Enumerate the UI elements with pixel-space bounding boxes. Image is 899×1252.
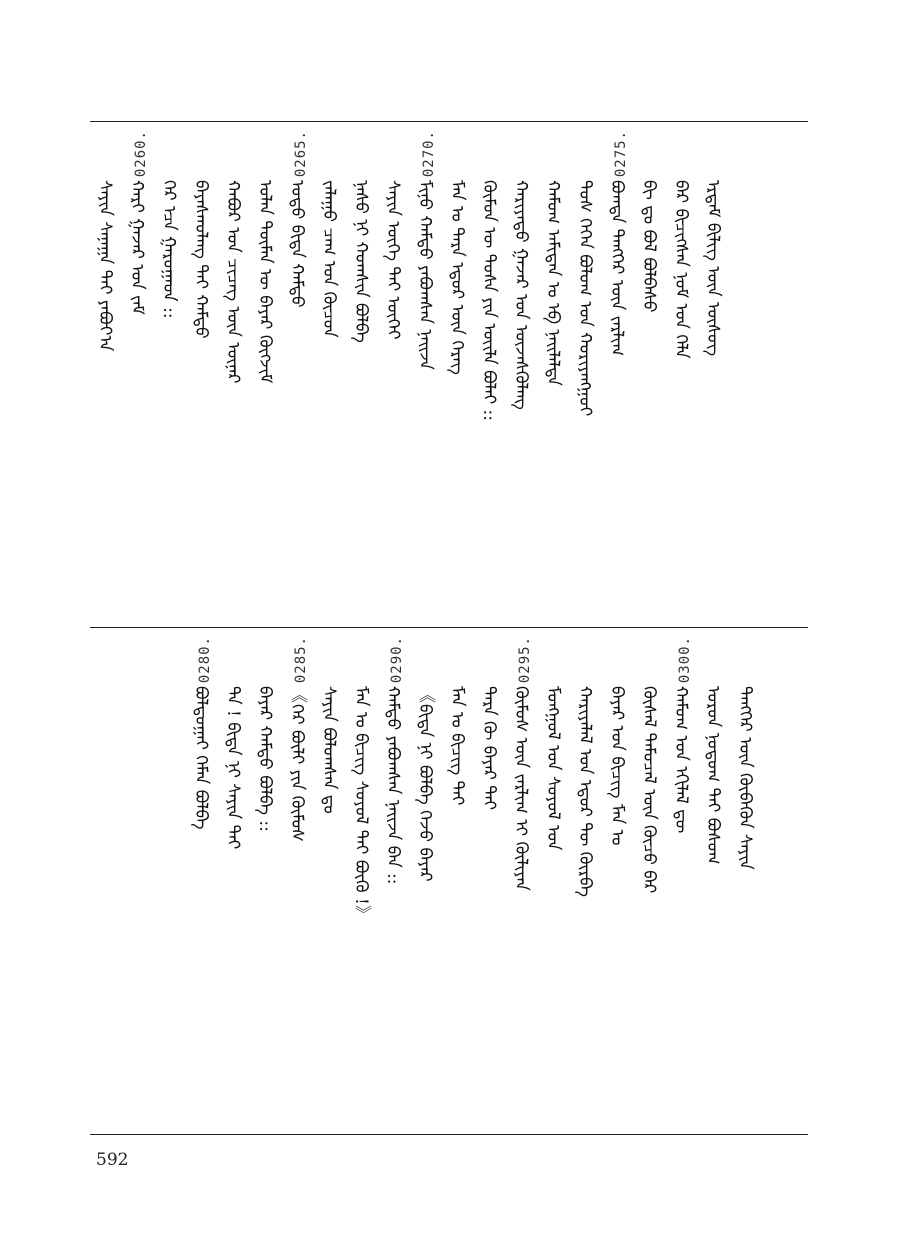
text-line: ᠰᠠᠶᠢᠨ ᠰᠠᠨᠠᠭᠠ ᠲᠠᠢ ᠶᠠᠪᠤᠶ᠎ᠠ xyxy=(95,180,115,352)
text-line: ᠬᠠᠪᠤᠷ ᠤᠨ ᠴᠢᠴᠡᠭ ᠦᠨ ᠦᠨᠡᠷ xyxy=(223,180,243,384)
text-line: ᠰᠠᠶᠢᠨ ᠦᠬᠡ ᠲᠠᠢ ᠦᠭᠡᠢ xyxy=(383,180,403,340)
line-number-marker: 0265. xyxy=(293,130,309,178)
line-number-marker: 0275. xyxy=(613,130,629,178)
text-line: ᠣᠯᠠᠨ ᠲᠦᠮᠡᠨ ᠦ ᠪᠠᠶᠠᠷ ᠬᠥᠭᠵᠢᠮ xyxy=(255,180,275,384)
top-rule xyxy=(90,121,808,122)
text-line: ᠬᠠᠷᠢᠶᠠᠲᠤ ᠭᠠᠵᠠᠷ ᠤᠨ ᠦᠵᠡᠰᠭᠦᠯᠡᠩ xyxy=(511,180,531,410)
line-number-marker: 0280. xyxy=(197,636,213,684)
text-line: ᠮᠠᠨ ᠤ ᠲᠡᠷᠡ ᠡᠳᠦᠷ ᠦᠨ ᠬᠡᠷᠡᠭ xyxy=(447,180,467,375)
text-line: ᠮᠠᠨ ᠤ ᠪᠢᠴᠢᠭ ᠲᠡᠢ xyxy=(447,686,467,806)
text-line: ᠮᠢᠨᠤ ᠬᠠᠮᠲᠤ ᠶᠠᠪᠤᠭᠰᠠᠨ ᠨᠠᠢᠵᠠ xyxy=(415,180,435,370)
text-line: ᠪᠠᠶᠠᠷ ᠬᠠᠮᠲᠤ ᠪᠣᠯᠪᠠ :: xyxy=(255,686,275,832)
text-line: ᠬᠦᠰᠡᠯ ᠲᠡᠮᠦᠴᠡᠯ ᠦᠨ ᠬᠦᠴᠦ ᠪᠡᠷ xyxy=(639,686,659,894)
text-line: ᠭᠡᠷ ᠡᠴᠡ ᠭᠠᠷᠤᠭᠠᠳ :: xyxy=(159,180,179,319)
middle-rule xyxy=(90,627,808,628)
text-line: ᠬᠠᠮᠤᠭ ᠤᠨ ᠡᠬᠢᠯᠡᠯ ᠳᠦ xyxy=(671,686,691,834)
text-line: ᠪᠠᠶᠠᠰᠬᠤᠯᠠᠩ ᠲᠠᠢ ᠬᠠᠮᠲᠤ xyxy=(191,180,211,339)
text-line: ᠮᠠᠨ ᠤ ᠪᠢᠴᠢᠭ ᠰᠣᠶᠣᠯ ᠲᠡᠢ ᠪᠦᠬᠦ !》 xyxy=(351,686,371,923)
text-line: ᠪᠣᠯᠲᠤᠭᠠᠢ ᠬᠡᠮᠡᠨ ᠪᠣᠯᠪᠠ xyxy=(191,686,211,830)
text-line: 《ᠭᠡᠷ ᠪᠦᠯᠢ ᠶᠢᠨ ᠬᠦᠮᠦᠰ xyxy=(287,686,307,842)
text-line: ᠪᠠᠶᠠᠷ ᠤᠨ ᠪᠢᠴᠢᠭ ᠮᠠᠨ ᠤ xyxy=(607,686,627,846)
text-line: ᠮᠣᠩᠭᠣᠯ ᠤᠨ ᠰᠣᠶᠣᠯ ᠤᠨ xyxy=(543,686,563,851)
lower-text-block xyxy=(90,636,808,1126)
page-number: 592 xyxy=(96,1150,129,1170)
text-line: ᠲᠡᠩᠭᠡᠷ ᠦᠨ ᠬᠥᠪᠡᠭᠦᠨ ᠰᠠᠶᠢᠨ xyxy=(735,686,755,870)
text-line: ᠪᠣᠭᠳᠠ ᠲᠡᠩᠭᠡᠷ ᠦᠨ ᠵᠠᠷᠯᠢᠭ xyxy=(607,180,627,356)
text-line: ᠲᠡ ! ᠪᠢᠳᠡ ᠨᠢ ᠰᠠᠶᠢᠨ ᠲᠡᠢ xyxy=(223,686,243,850)
text-line: ᠬᠠᠮᠤᠭ ᠠᠮᠢᠲᠠᠨ ᠤ ᠡᠪ ᠨᠡᠢᠯᠡᠯᠲᠡ xyxy=(543,180,563,386)
line-number-marker: 0260. xyxy=(133,130,149,178)
bottom-rule xyxy=(90,1134,808,1135)
text-line: ᠣᠷᠣᠨ ᠨᠤᠲᠤᠭ ᠲᠠᠢ ᠪᠤᠰᠤᠭ xyxy=(703,686,723,865)
text-line: ᠬᠦᠮᠦᠨ ᠦ ᠲᠤᠰᠠ ᠶᠢᠨ ᠦᠢᠯᠡ ᠪᠣᠯᠠᠢ :: xyxy=(479,180,499,421)
text-line: ᠰᠠᠶᠢᠨ ᠪᠣᠯᠤᠭᠰᠠᠨ ᠳᠤ xyxy=(319,686,339,814)
text-line: 《ᠪᠢᠳᠡ ᠨᠢ ᠪᠣᠯᠪᠠ ᠭᠡᠵᠦ ᠪᠠᠶᠠᠷ xyxy=(415,686,435,882)
line-number-marker: 0290. xyxy=(389,636,405,684)
text-line: ᠬᠦᠮᠦᠰ ᠦᠨ ᠵᠠᠷᠯᠢᠭ ᠢ ᠬᠦᠯᠢᠶᠡᠨ xyxy=(511,686,531,891)
text-line: ᠡᠷᠳᠡᠮ ᠪᠢᠯᠢᠭ ᠦᠨ ᠦᠰᠦᠭ xyxy=(703,180,723,357)
upper-text-block xyxy=(90,130,808,618)
text-line: ᠲᠤᠰ ᠭᠡᠭᠡᠨ ᠪᠤᠯᠤᠭ ᠤᠨ ᠬᠤᠷᠢᠶᠠᠩᠭᠤᠢ xyxy=(575,180,595,417)
text-line: ᠪᠡᠷ ᠪᠢᠴᠢᠭᠰᠡᠨ ᠨᠣᠮ ᠤᠨ ᠬᠡᠯᠡ xyxy=(671,180,691,359)
text-line: ᠪᠢ ᠳᠤ ᠪᠣᠯ ᠪᠣᠯᠪᠠᠰᠤ xyxy=(639,180,659,313)
line-number-marker: 0295. xyxy=(517,636,533,684)
line-number-marker: 0270. xyxy=(421,130,437,178)
text-line: ᠬᠠᠷᠢᠶᠠᠯᠠᠯ ᠤᠨ ᠡᠳᠦᠷ ᠲᠦ ᠬᠦᠷᠪᠡ xyxy=(575,686,595,897)
text-line: ᠨᠠᠰᠤ ᠨᠢ ᠬᠣᠭᠰᠢᠨ ᠪᠣᠯᠪᠠ xyxy=(351,180,371,343)
text-line: ᠣᠳᠣ ᠪᠢᠳᠡ ᠬᠠᠮᠲᠤ xyxy=(287,180,307,308)
line-number-marker: 0300. xyxy=(677,636,693,684)
text-line: ᠬᠠᠷᠢ ᠭᠠᠵᠠᠷ ᠤᠨ ᠵᠠᠮ xyxy=(127,180,147,315)
text-line: ᠲᠡᠷᠡ ᠬᠦ ᠪᠠᠶᠠᠷ ᠲᠠᠢ xyxy=(479,686,499,811)
text-line: ᠬᠠᠮᠲᠤ ᠶᠠᠪᠤᠭᠰᠠᠨ ᠨᠠᠢᠵᠠ ᠪᠠᠨ :: xyxy=(383,686,403,885)
text-line: ᠵᠠᠯᠠᠭᠤ ᠴᠠᠭ ᠤᠨ ᠬᠦᠴᠦᠨ xyxy=(319,180,339,338)
line-number-marker: 0285. xyxy=(293,636,309,684)
